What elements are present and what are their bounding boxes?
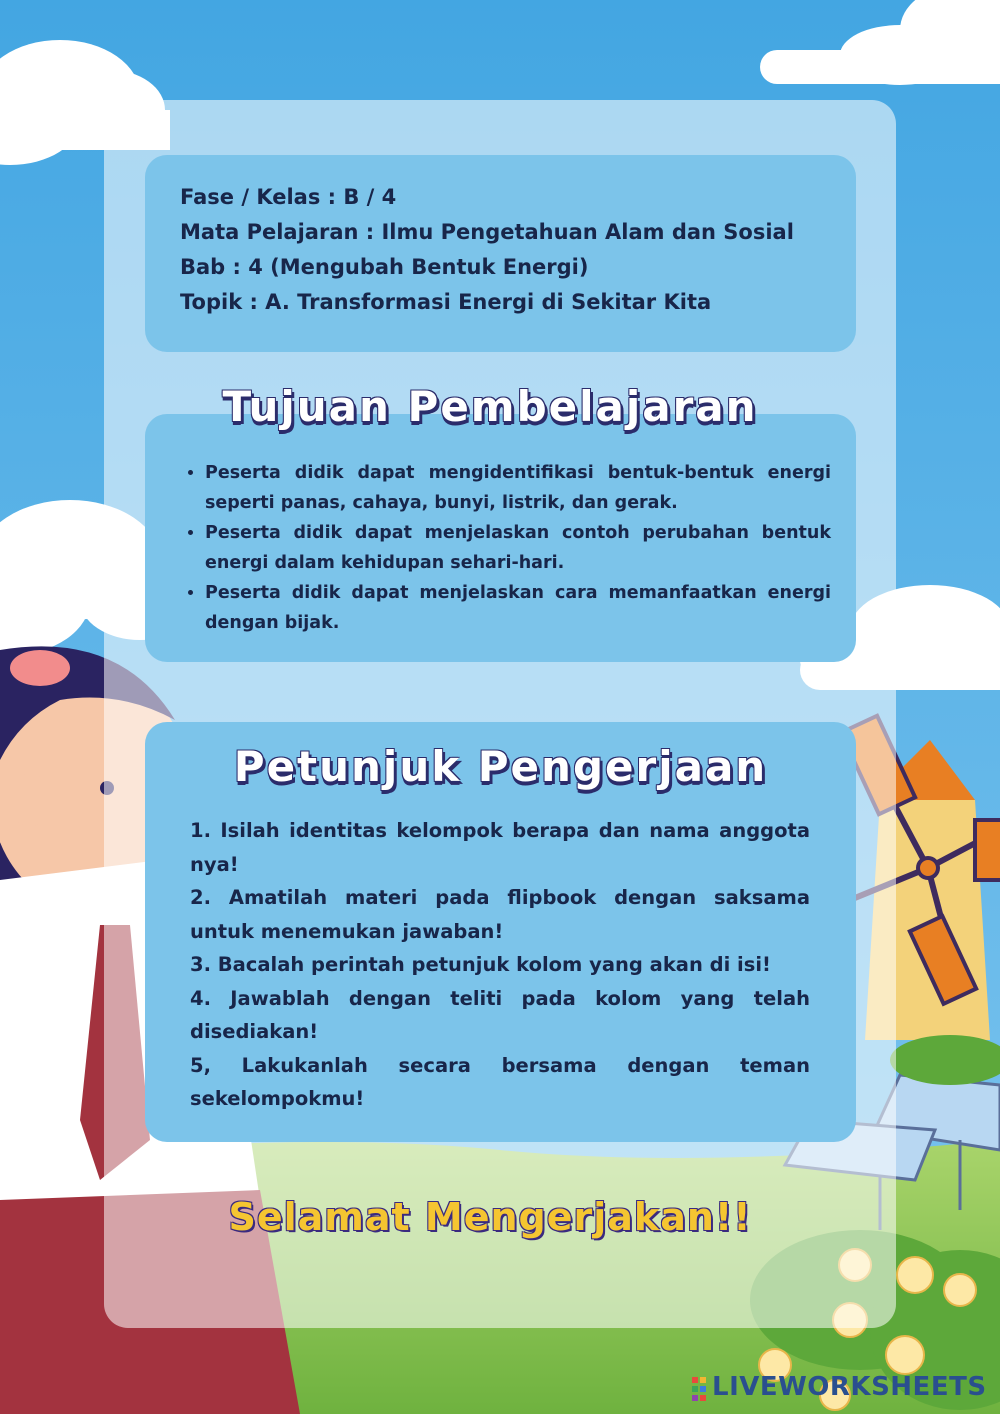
list-item: • Peserta didik dapat menjelaskan contoh perubahan bentuk energi dalam kehidupan sehari-hari. (205, 518, 831, 578)
list-item: 5, Lakukanlah secara bersama dengan teman sekelompokmu! (190, 1053, 810, 1110)
fase-kelas-text: Fase / Kelas : B / 4 (180, 185, 397, 209)
instructions-list (190, 814, 810, 1116)
list-item: • Peserta didik dapat mengidentifikasi bentuk-bentuk energi seperti panas, cahaya, bunyi, listrik, dan gerak. (205, 458, 831, 518)
learning-goals-box (145, 414, 856, 662)
mata-pelajaran-text: Mata Pelajaran : Ilmu Pengetahuan Alam dan Sosial (180, 220, 794, 244)
learning-goals-title: Tujuan Pembelajaran (222, 382, 758, 431)
instructions-box (145, 722, 856, 1142)
learning-goals-list (185, 458, 831, 638)
liveworksheets-logo-icon (692, 1377, 706, 1401)
list-item: 3. Bacalah perintah petunjuk kolom yang akan di isi! (190, 953, 771, 976)
identity-box (145, 155, 856, 352)
list-item: • Peserta didik dapat menjelaskan cara memanfaatkan energi dengan bijak. (205, 578, 831, 638)
list-item: 1. Isilah identitas kelompok berapa dan nama anggota nya! (190, 819, 810, 876)
closing-message: Selamat Mengerjakan!! (228, 1195, 752, 1239)
topik-text: Topik : A. Transformasi Energi di Sekitar Kita (180, 290, 712, 314)
brand-watermark: LIVEWORKSHEETS (712, 1372, 987, 1402)
list-item: 4. Jawablah dengan teliti pada kolom yang telah disediakan! (190, 986, 810, 1043)
bab-text: Bab : 4 (Mengubah Bentuk Energi) (180, 255, 589, 279)
list-item: 2. Amatilah materi pada flipbook dengan saksama untuk menemukan jawaban! (190, 886, 810, 943)
instructions-title: Petunjuk Pengerjaan (233, 742, 768, 791)
